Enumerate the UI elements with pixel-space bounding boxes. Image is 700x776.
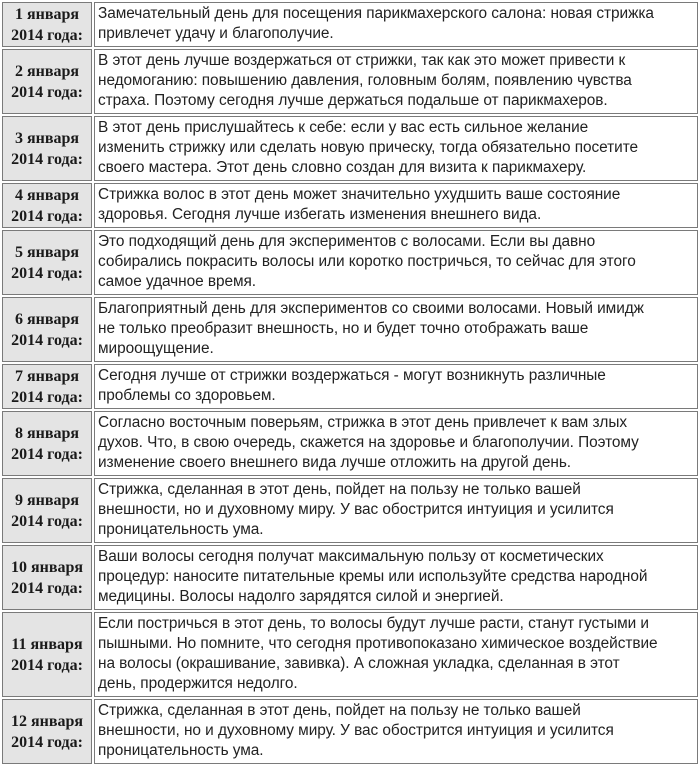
table-row	[2, 297, 698, 362]
date-label: 2014 года:	[11, 150, 83, 168]
description-cell	[94, 411, 698, 476]
date-cell	[2, 49, 92, 114]
description-line: В этот день лучше воздержаться от стрижки, так как это может привести к	[98, 52, 626, 69]
table-row	[2, 545, 698, 610]
date-cell	[2, 230, 92, 295]
description-line: В этот день прислушайтесь к себе: если у вас есть сильное желание	[98, 119, 589, 136]
description-cell	[94, 183, 698, 228]
description-line: Ваши волосы сегодня получат максимальную пользу от косметических	[98, 548, 604, 565]
date-label: 11 января	[11, 635, 83, 653]
description-cell	[94, 49, 698, 114]
description-line: на волосы (окрашивание, завивка). А сложная укладка, сделанная в этот	[98, 655, 620, 672]
description-line: Это подходящий день для экспериментов с волосами. Если вы давно	[98, 233, 596, 250]
date-label: 7 января	[14, 367, 80, 385]
date-label: 12 января	[10, 712, 84, 730]
date-label: 2014 года:	[11, 733, 83, 751]
description-cell	[94, 699, 698, 764]
date-cell	[2, 478, 92, 543]
date-cell	[2, 297, 92, 362]
date-label: 10 января	[10, 558, 84, 576]
description-line: своего мастера. Этот день словно создан для визита к парикмахеру.	[98, 159, 587, 176]
description-line: процедур: наносите питательные кремы или используйте средства народной	[98, 568, 648, 585]
date-label: 2014 года:	[11, 656, 83, 674]
description-line: здоровья. Сегодня лучше избегать изменения внешнего вида.	[98, 206, 542, 223]
description-cell	[94, 612, 698, 697]
description-line: привлечет удачу и благополучие.	[98, 25, 334, 42]
description-line: Сегодня лучше от стрижки воздержаться - могут возникнуть различные	[98, 367, 606, 384]
date-label: 4 января	[14, 186, 80, 204]
description-line: духов. Что, в свою очередь, скажется на здоровье и благополучии. Поэтому	[98, 434, 639, 451]
date-label: 1 января	[14, 5, 80, 23]
date-cell	[2, 699, 92, 764]
table-row	[2, 116, 698, 181]
description-line: день, продержится недолго.	[98, 675, 298, 692]
description-line: Благоприятный день для экспериментов со своими волосами. Новый имидж	[98, 300, 644, 317]
description-line: Замечательный день для посещения парикмахерского салона: новая стрижка	[98, 5, 654, 22]
description-line: Стрижка, сделанная в этот день, пойдет на пользу не только вашей	[98, 702, 581, 719]
description-line: Стрижка волос в этот день может значительно ухудшить ваше состояние	[98, 186, 621, 203]
description-line: Стрижка, сделанная в этот день, пойдет на пользу не только вашей	[98, 481, 581, 498]
description-cell	[94, 116, 698, 181]
date-cell	[2, 116, 92, 181]
date-label: 9 января	[14, 491, 80, 509]
description-cell	[94, 478, 698, 543]
description-line: Согласно восточным поверьям, стрижка в этот день привлечет к вам злых	[98, 414, 627, 431]
date-label: 2014 года:	[11, 579, 83, 597]
description-line: проницательность ума.	[98, 742, 264, 759]
table-row	[2, 230, 698, 295]
date-label: 8 января	[14, 424, 80, 442]
description-line: проблемы со здоровьем.	[98, 387, 276, 404]
description-line: недомоганию: повышению давления, головным болям, появлению чувства	[98, 72, 632, 89]
date-label: 2 января	[14, 62, 80, 80]
table-row	[2, 183, 698, 228]
date-cell	[2, 612, 92, 697]
description-cell	[94, 297, 698, 362]
description-cell	[94, 230, 698, 295]
description-line: медицины. Волосы надолго зарядятся силой и энергией.	[98, 588, 504, 605]
description-line: мироощущение.	[98, 340, 214, 357]
description-line: самое удачное время.	[98, 273, 257, 290]
date-label: 2014 года:	[11, 331, 83, 349]
date-label: 2014 года:	[11, 207, 83, 225]
table-row	[2, 411, 698, 476]
date-label: 2014 года:	[11, 512, 83, 530]
description-line: пышными. Но помните, что сегодня противопоказано химическое воздействие	[98, 635, 658, 652]
description-line: внешности, но и духовному миру. У вас обострится интуиция и усилится	[98, 501, 614, 518]
description-line: изменение своего внешнего вида лучше отложить на другой день.	[98, 454, 572, 471]
description-cell	[94, 364, 698, 409]
description-line: страха. Поэтому сегодня лучше держаться подальше от парикмахеров.	[98, 92, 608, 109]
date-cell	[2, 2, 92, 47]
date-cell	[2, 364, 92, 409]
date-cell	[2, 183, 92, 228]
date-label: 2014 года:	[11, 388, 83, 406]
description-line: не только преобразит внешность, но и будет точно отображать ваше	[98, 320, 589, 337]
table-row	[2, 49, 698, 114]
table-body	[2, 2, 698, 764]
date-label: 2014 года:	[11, 83, 83, 101]
date-label: 2014 года:	[11, 264, 83, 282]
table-row	[2, 478, 698, 543]
date-label: 2014 года:	[11, 26, 83, 44]
description-cell	[94, 545, 698, 610]
description-cell	[94, 2, 698, 47]
table-row	[2, 699, 698, 764]
date-label: 2014 года:	[11, 445, 83, 463]
table-row	[2, 2, 698, 47]
description-line: Если постричься в этот день, то волосы будут лучше расти, станут густыми и	[98, 615, 649, 632]
table-row	[2, 612, 698, 697]
date-label: 5 января	[14, 243, 80, 261]
date-label: 6 января	[14, 310, 80, 328]
description-line: собирались покрасить волосы или коротко постричься, то сейчас для этого	[98, 253, 636, 270]
table-row	[2, 364, 698, 409]
description-line: внешности, но и духовному миру. У вас обострится интуиция и усилится	[98, 722, 614, 739]
description-line: проницательность ума.	[98, 521, 264, 538]
description-line: изменить стрижку или сделать новую прическу, тогда обязательно посетите	[98, 139, 639, 156]
date-cell	[2, 411, 92, 476]
date-cell	[2, 545, 92, 610]
date-label: 3 января	[14, 129, 80, 147]
